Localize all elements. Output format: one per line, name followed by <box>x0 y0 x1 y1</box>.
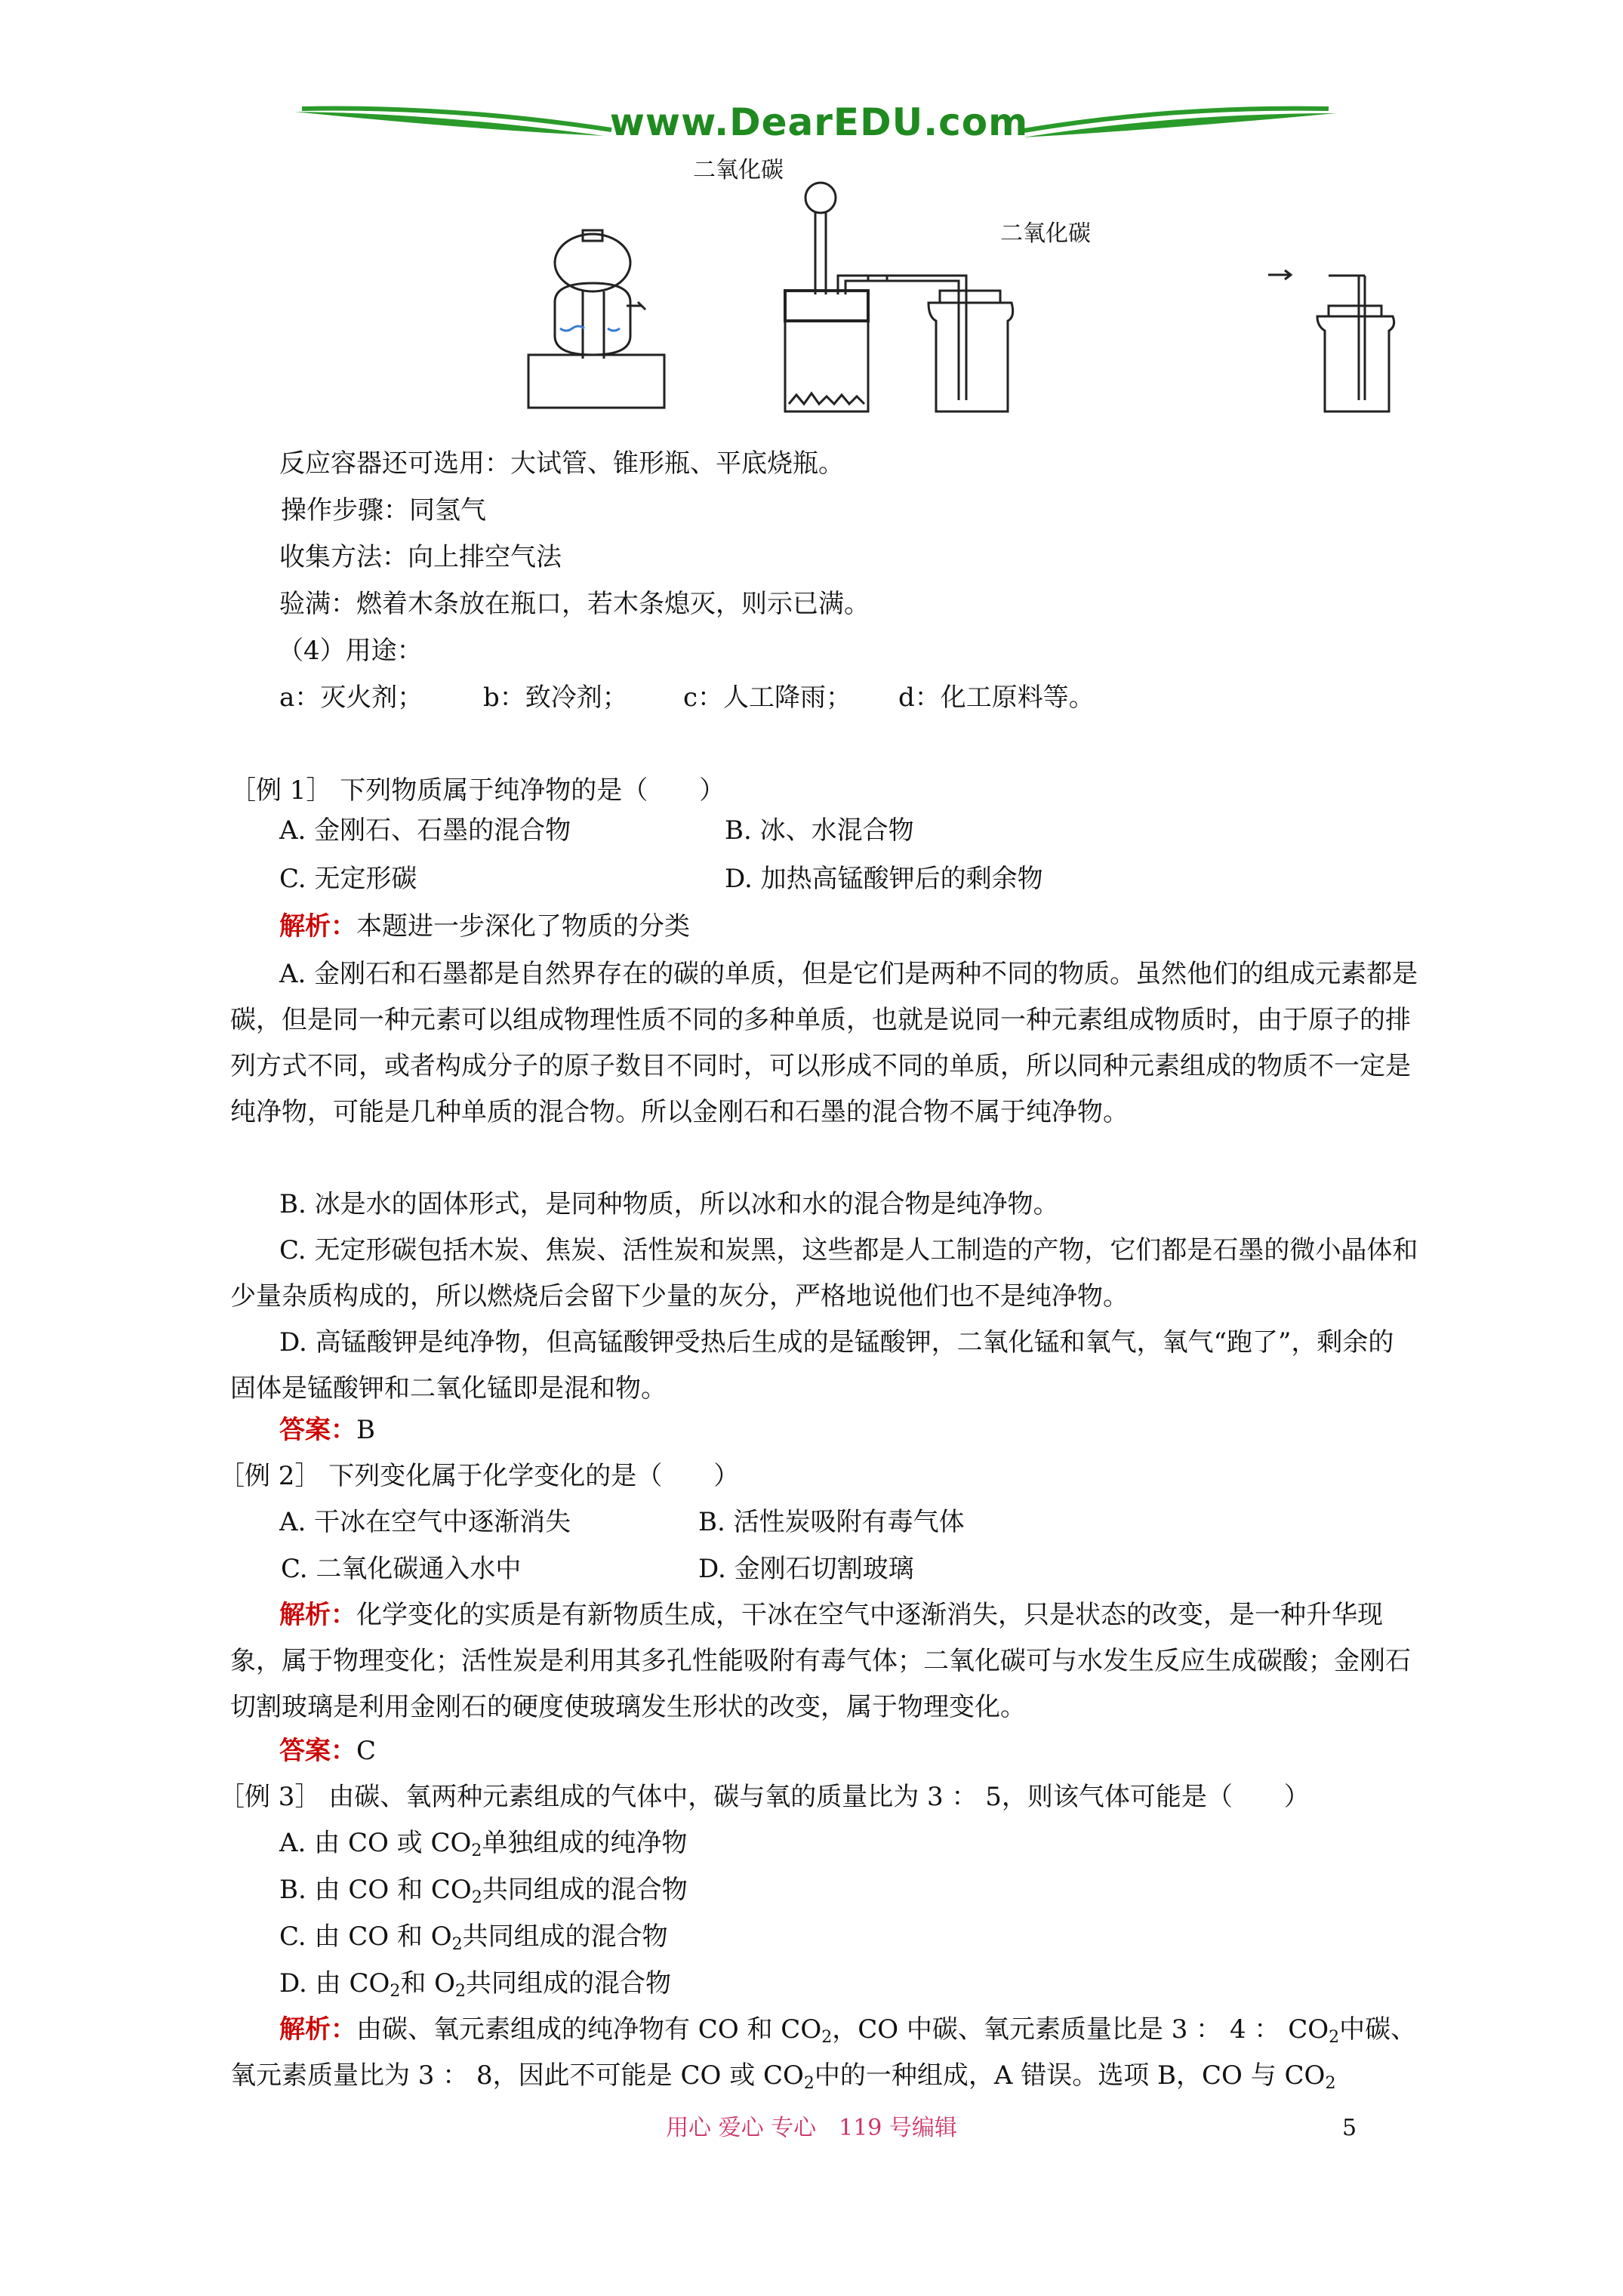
kipp-generator <box>528 230 664 408</box>
example-1-analysis-b: B. 冰是水的固体形式，是同种物质，所以冰和水的混合物是纯净物。 <box>279 1189 1059 1219</box>
example-3-option-a: A. 由 CO 或 $CO_2$单独组成的纯净物 <box>279 1828 688 1860</box>
collecting-bottle <box>929 291 1013 411</box>
example-1-option-c: C. 无定形碳 <box>279 864 417 894</box>
apparatus-drawing <box>513 151 1449 430</box>
example-1-analysis-d: D. 高锰酸钾是纯净物，但高锰酸钾受热后生成的是锰酸钾，二氧化锰和氧气，氧气“跑了”，剩余的固体是锰酸钾和二氧化锰即是混和物。 <box>230 1327 1394 1404</box>
answer-label: 答案： <box>279 1415 356 1445</box>
example-1-analysis <box>279 908 690 945</box>
use-item-a: a：灭火剂； <box>279 683 423 713</box>
example-1-option-b: B. 冰、水混合物 <box>725 815 914 846</box>
analysis-label: 解析： <box>279 1600 356 1630</box>
example-2-question: ［例 2］ 下列变化属于化学变化的是（ ） <box>219 1461 740 1491</box>
example-1-option-a: A. 金刚石、石墨的混合物 <box>279 815 571 846</box>
example-2-option-d: D. 金刚石切割玻璃 <box>698 1554 914 1584</box>
example-2-analysis <box>230 1592 1419 1730</box>
answer-value: C <box>356 1736 377 1766</box>
analysis-label: 解析： <box>279 2014 356 2045</box>
figure-label-carbon-dioxide-left: 二氧化碳 <box>693 157 784 183</box>
right-bottle <box>1268 270 1394 411</box>
example-3-question: ［例 3］ 由碳、氧两种元素组成的气体中，碳与氧的质量比为 3 ： 5，则该气体可能是（ ） <box>219 1782 1310 1812</box>
example-2-option-c: C. 二氧化碳通入水中 <box>281 1554 522 1584</box>
example-3-analysis: 解析：由碳、氧元素组成的纯净物有 CO 和 $CO_2$，CO 中碳、氧元素质量比是 3 ： 4 ： $CO_2$中碳、氧元素质量比为 3 ： 8，因此不可能是 CO 或 $CO_2$中的一种组成，A 错误。选项 B，CO 与 $CO_2$ <box>230 2014 1417 2093</box>
example-1-analysis-a: A. 金刚石和石墨都是自然界存在的碳的单质，但是它们是两种不同的物质。虽然他们的组成元素都是碳，但是同一种元素可以组成物理性质不同的多种单质，也就是说同一种元素组成物质时，由于原子的排列方式不同，或者构成分子的原子数目不同时，可以形成不同的单质，所以同种元素组成的物质不一定是纯净物，可能是几种单质的混合物。所以金刚石和石墨的混合物不属于纯净物。 <box>230 959 1418 1127</box>
operation-steps-line: 操作步骤：同氢气 <box>281 495 486 525</box>
reaction-vessel-line: 反应容器还可选用：大试管、锥形瓶、平底烧瓶。 <box>279 448 844 479</box>
collection-method-line: 收集方法：向上排空气法 <box>279 542 562 572</box>
example-1-answer <box>279 1412 375 1448</box>
analysis-intro: 本题进一步深化了物质的分类 <box>356 911 690 942</box>
example-3-option-c: C. 由 CO 和 $O_2$共同组成的混合物 <box>279 1922 668 1954</box>
uses-heading: （4）用途： <box>278 636 423 666</box>
example-3-option-b: B. 由 CO 和 $CO_2$共同组成的混合物 <box>279 1875 688 1907</box>
example-1-analysis-c: C. 无定形碳包括木炭、焦炭、活性炭和炭黑，这些都是人工制造的产物，它们都是石墨的微小晶体和少量杂质构成的，所以燃烧后会留下少量的灰分，严格地说他们也不是纯净物。 <box>230 1235 1418 1311</box>
apparatus-figure <box>513 151 1449 430</box>
example-1-question: ［例 1］ 下列物质属于纯净物的是（ ） <box>230 775 725 806</box>
example-1-option-d: D. 加热高锰酸钾后的剩余物 <box>725 864 1043 894</box>
use-item-b: b：致冷剂； <box>483 683 628 713</box>
use-item-d: d：化工原料等。 <box>898 683 1095 713</box>
analysis-text: 化学变化的实质是有新物质生成，干冰在空气中逐渐消失，只是状态的改变，是一种升华现象，属于物理变化；活性炭是利用其多孔性能吸附有毒气体；二氧化碳可与水发生反应生成碳酸；金刚石切割玻璃是利用金刚石的硬度使玻璃发生形状的改变，属于物理变化。 <box>230 1600 1411 1722</box>
answer-value: B <box>356 1415 375 1445</box>
example-2-option-b: B. 活性炭吸附有毒气体 <box>698 1507 965 1537</box>
test-full-line: 验满：燃着木条放在瓶口，若木条熄灭，则示已满。 <box>279 589 870 619</box>
use-item-c: c：人工降雨； <box>683 683 852 713</box>
answer-label: 答案： <box>279 1736 356 1766</box>
example-3-option-d: D. 由 $CO_2$和 $O_2$共同组成的混合物 <box>279 1968 672 2001</box>
figure-label-carbon-dioxide-right: 二氧化碳 <box>1000 220 1091 247</box>
example-2-answer <box>279 1733 376 1769</box>
analysis-label: 解析： <box>279 911 356 942</box>
site-header-title: www.DearEDU.com <box>609 100 1029 144</box>
footer-editor-note: 用心 爱心 专心 119 号编辑 <box>666 2115 957 2141</box>
page-number: 5 <box>1342 2115 1357 2141</box>
example-2-option-a: A. 干冰在空气中逐渐消失 <box>279 1507 571 1537</box>
